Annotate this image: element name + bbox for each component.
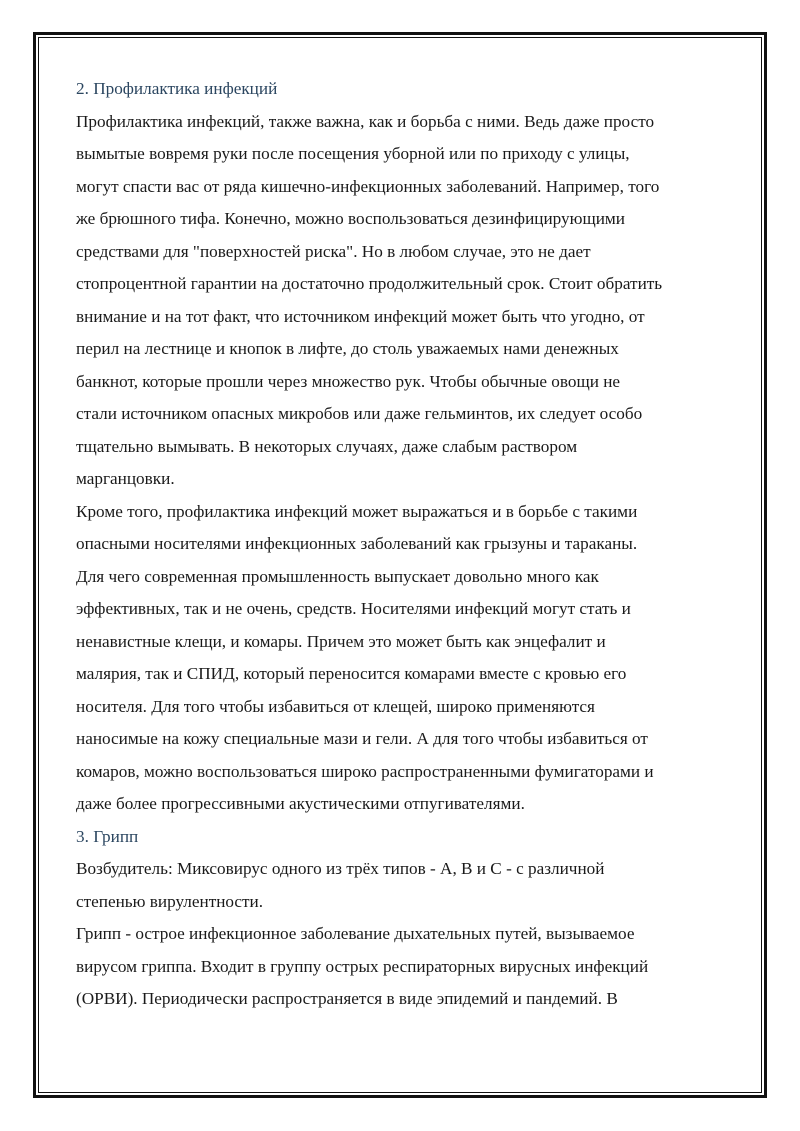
text-line: стопроцентной гарантии на достаточно продолжительный срок. Стоит обратить (76, 274, 663, 293)
text-line: тщательно вымывать. В некоторых случаях, даже слабым раствором (76, 436, 578, 456)
text-line: стали источником опасных микробов или даже гельминтов, их следует особо (76, 404, 643, 423)
text-line: Профилактика инфекций, также важна, как и борьба с ними. Ведь даже просто (76, 111, 655, 131)
text-line: эффективных, так и не очень, средств. Носителями инфекций могут стать и (76, 599, 631, 618)
text-line: степенью вирулентности. (76, 891, 264, 911)
text-line: вымытые вовремя руки после посещения уборной или по приходу с улицы, (76, 144, 630, 163)
text-line: могут спасти вас от ряда кишечно-инфекционных заболеваний. Например, того (76, 176, 660, 196)
text-line: ненавистные клещи, и комары. Причем это может быть как энцефалит и (76, 631, 606, 651)
text-line: же брюшного тифа. Конечно, можно воспользоваться дезинфицирующими (76, 209, 625, 228)
text-line: Для чего современная промышленность выпускает довольно много как (76, 566, 599, 586)
paragraph-flu-description (76, 918, 736, 1016)
text-line: средствами для "поверхностей риска". Но в любом случае, это не дает (76, 241, 591, 261)
text-line: вирусом гриппа. Входит в группу острых респираторных вирусных инфекций (76, 956, 649, 976)
section-heading-prevention: 2. Профилактика инфекций (76, 79, 278, 98)
section-heading-flu: 3. Грипп (76, 826, 139, 846)
text-line: Кроме того, профилактика инфекций может выражаться и в борьбе с такими (76, 501, 638, 521)
text-line: перил на лестнице и кнопок в лифте, до столь уважаемых нами денежных (76, 339, 619, 358)
text-line: опасными носителями инфекционных заболеваний как грызуны и тараканы. (76, 534, 638, 553)
text-line: Возбудитель: Миксовирус одного из трёх типов - A, B и C - с различной (76, 859, 605, 878)
text-line: марганцовки. (76, 469, 175, 488)
text-line: даже более прогрессивными акустическими отпугивателями. (76, 794, 525, 813)
paragraph-prevention-1 (76, 106, 736, 496)
text-line: малярия, так и СПИД, который переносится комарами вместе с кровью его (76, 664, 627, 683)
text-line: (ОРВИ). Периодически распространяется в виде эпидемий и пандемий. В (76, 989, 618, 1008)
paragraph-flu-pathogen (76, 853, 736, 918)
text-line: Грипп - острое инфекционное заболевание дыхательных путей, вызываемое (76, 924, 635, 943)
text-line: комаров, можно воспользоваться широко распространенными фумигаторами и (76, 761, 654, 781)
text-line: внимание и на тот факт, что источником инфекций может быть что угодно, от (76, 306, 645, 326)
document-body (76, 73, 736, 1016)
text-line: носителя. Для того чтобы избавиться от клещей, широко применяются (76, 696, 595, 716)
text-line: банкнот, которые прошли через множество рук. Чтобы обычные овощи не (76, 371, 621, 391)
paragraph-prevention-2 (76, 496, 736, 821)
text-line: наносимые на кожу специальные мази и гели. А для того чтобы избавиться от (76, 729, 648, 748)
